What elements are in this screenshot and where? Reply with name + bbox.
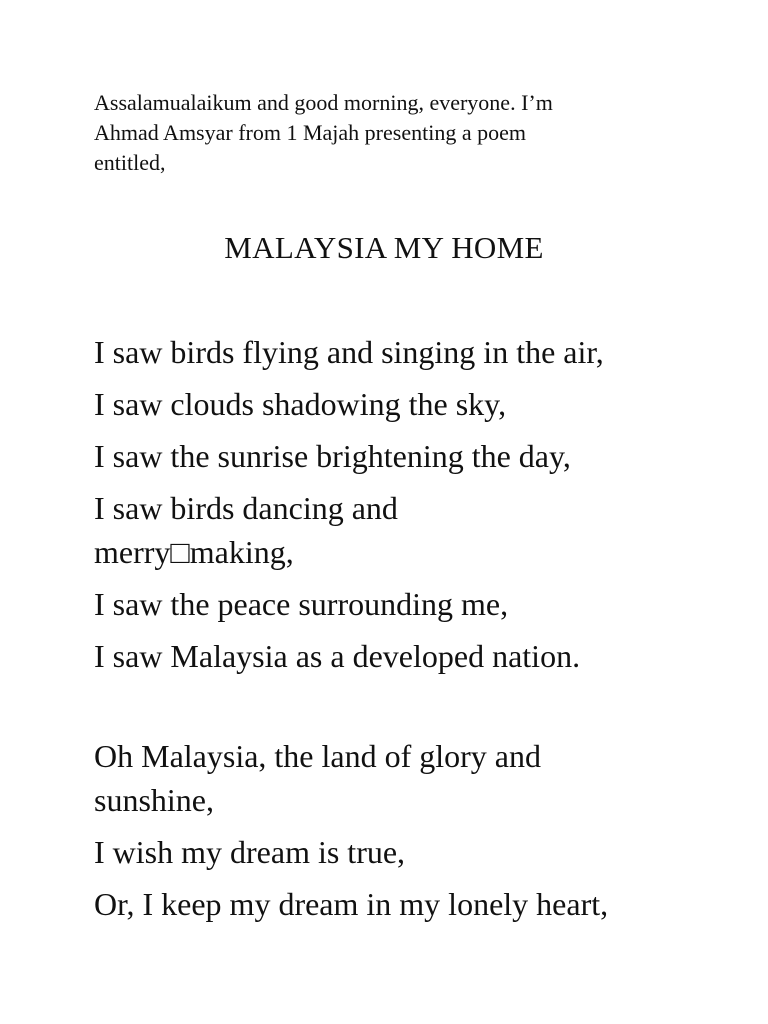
- poem-line-text: Oh Malaysia, the land of glory and: [94, 738, 541, 774]
- poem-line-text: I saw the sunrise brightening the day,: [94, 438, 571, 474]
- poem-line-text: I saw Malaysia as a developed nation.: [94, 638, 581, 674]
- poem-line: [94, 333, 734, 371]
- poem-stanza-1: [94, 333, 734, 689]
- intro-line: Ahmad Amsyar from 1 Majah presenting a poem: [94, 120, 526, 145]
- poem-line-text: merry□making,: [94, 534, 294, 570]
- poem-line: [94, 737, 734, 819]
- poem-line-text: I saw clouds shadowing the sky,: [94, 386, 507, 422]
- poem-line: [94, 385, 734, 423]
- intro-line: Assalamualaikum and good morning, everyone. I’m: [94, 90, 553, 115]
- poem-line-text: sunshine,: [94, 782, 214, 818]
- poem-line: [94, 833, 734, 871]
- poem-line-text: Or, I keep my dream in my lonely heart,: [94, 886, 609, 922]
- poem-line-text: I wish my dream is true,: [94, 834, 406, 870]
- intro-line: entitled,: [94, 150, 166, 175]
- poem-line: [94, 885, 734, 923]
- poem-line: [94, 489, 734, 571]
- poem-line: [94, 637, 734, 675]
- poem-stanza-2: [94, 737, 734, 937]
- poem-line-text: I saw birds flying and singing in the air,: [94, 334, 604, 370]
- intro-paragraph: [94, 88, 694, 178]
- poem-title: MALAYSIA MY HOME: [224, 230, 544, 265]
- poem-line: [94, 585, 734, 623]
- poem-line: [94, 437, 734, 475]
- poem-line-text: I saw the peace surrounding me,: [94, 586, 509, 622]
- poem-line-text: I saw birds dancing and: [94, 490, 398, 526]
